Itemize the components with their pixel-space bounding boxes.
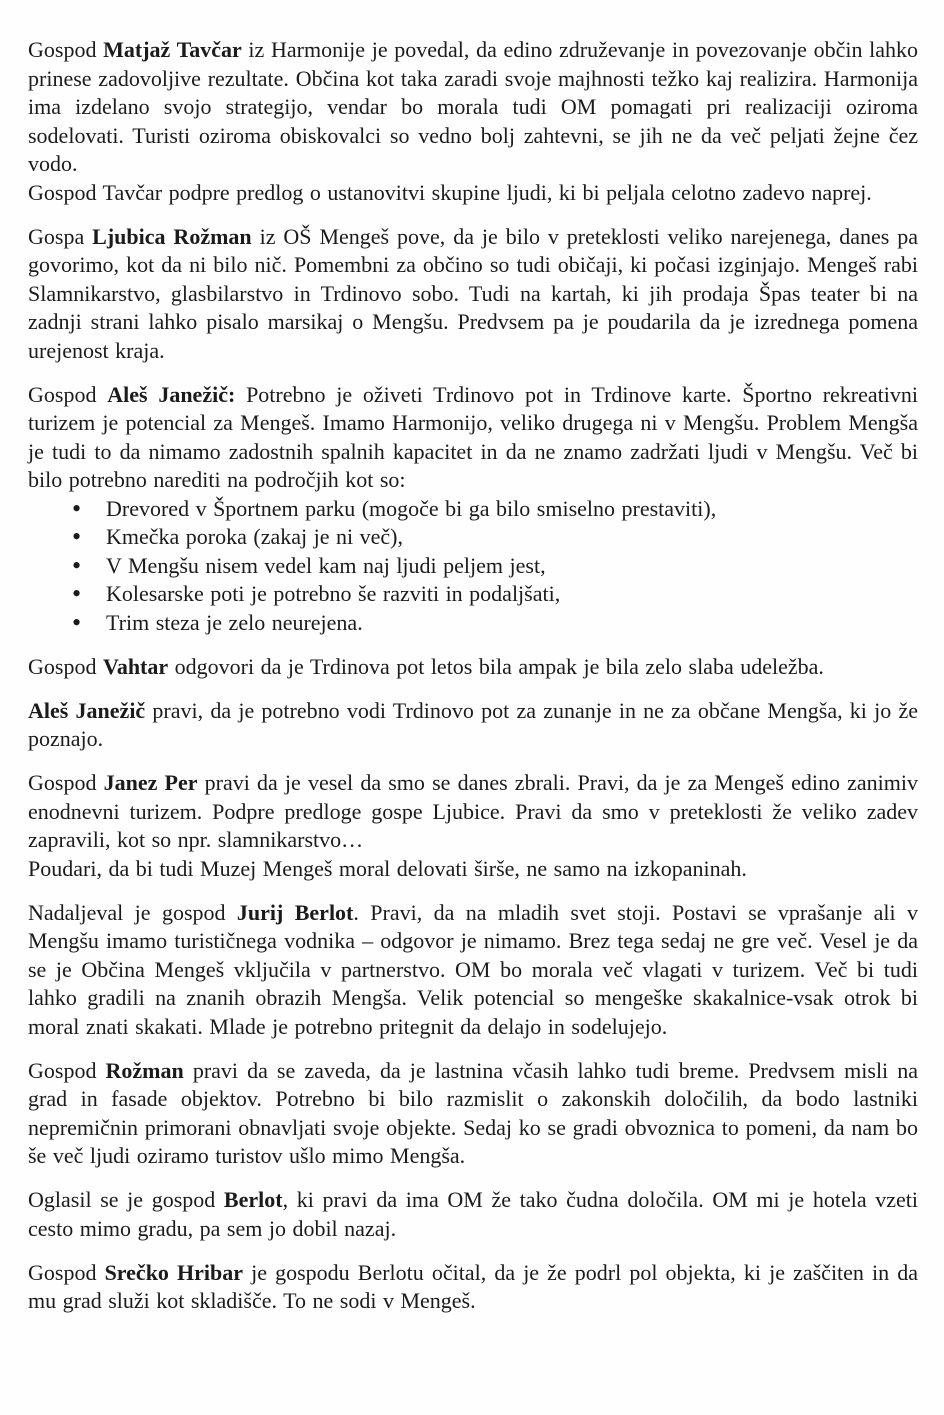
text-run: iz OŠ Mengeš pove, da je bilo v preteklosti veliko narejenega, danes pa govorimo, kot da ni bilo nič. Pomembni za občino so tudi običaji, ki počasi izginjajo. Mengeš rabi Slamnikarstvo, glasbilarstvo in Trdinovo sobo. Tudi na kartah, ki jih prodaja Špas teater bi na zadnji strani lahko pisalo marsikaj o Mengšu. Predvsem pa je poudarila da je izrednega pomena urejenost kraja. [28, 223, 919, 363]
text-run: . Pravi, da na mladih svet stoji. Postavi se vprašanje ali v Mengšu imamo turističnega vodnika – odgovor je nimamo. Brez tega sedaj ne gre več. Vesel je da se je Občina Mengeš vključila v partnerstvo. OM bo morala več vlagati v turizem. Več bi tudi lahko gradili na znanih obrazih Mengša. Velik potencial so mengeške skakalnice-vsak otrok bi moral znati skakati. Mlade je potrebno pritegnit da delajo in sodelujejo. [28, 899, 918, 1039]
bullet-item: • Kolesarske poti je potrebno še razviti in podaljšati, [72, 580, 918, 609]
paragraph-berlot-2 [28, 1186, 918, 1243]
text-run: Gospod Tavčar podpre predlog o ustanovitvi skupine ljudi, ki bi peljala celotno zadevo naprej. [28, 179, 872, 205]
paragraph-poudari [28, 855, 918, 884]
text-run: iz Harmonije je povedal, da edino združevanje in povezovanje občin lahko prinese zadovoljive rezultate. Občina kot taka zaradi svoje majhnosti težko kaj realizira. Harmonija ima izdelano svojo strategijo, vendar bo morala tudi OM pomagati pri realizaciji oziroma sodelovati. Turisti oziroma obiskovalci so vedno bolj zahtevni, se jih ne da več peljati žejne čez vodo. [28, 37, 919, 176]
paragraph-tavcar-podpre [28, 179, 918, 208]
text-run: Gospa [28, 223, 93, 249]
speaker-name: Jurij Berlot [236, 899, 354, 925]
text-run: pravi da se zaveda, da je lastnina včasih lahko tudi breme. Predvsem misli na grad in fasade objektov. Potrebno bi bilo razmislit o zakonskih določilih, da bodo lastniki nepremičnin primorani obnavljati svoje objekte. Sedaj ko se gradi obvoznica to pomeni, da nam bo še več ljudi oziramo turistov ušlo mimo Mengša. [28, 1057, 919, 1168]
bullet-list-areas [28, 495, 918, 638]
speaker-name: Vahtar [102, 653, 169, 679]
speaker-name: Aleš Janežič: [107, 381, 236, 407]
paragraph-ales-janezic [28, 381, 918, 495]
text-run: je gospodu Berlotu očital, da je že podrl pol objekta, ki je zaščiten in da mu grad služi kot skladišče. To ne sodi v Mengeš. [28, 1259, 919, 1313]
text-run: Poudari, da bi tudi Muzej Mengeš moral delovati širše, ne samo na izkopaninah. [28, 855, 747, 881]
speaker-name: Rožman [105, 1057, 184, 1083]
text-run: pravi, da je potrebno vodi Trdinovo pot za zunanje in ne za občane Mengša, ki jo že poznajo. [28, 697, 919, 751]
text-run: Gospod [28, 1057, 106, 1083]
paragraph-tavcar [28, 36, 918, 179]
text-run: Nadaljeval je gospod [28, 899, 237, 925]
speaker-name: Janez Per [103, 770, 198, 795]
text-run: Gospod [28, 653, 103, 679]
speaker-name: Matjaž Tavčar [103, 37, 242, 62]
paragraph-janez-per [28, 769, 918, 855]
text-run: Gospod [28, 381, 108, 407]
speaker-name: Berlot [223, 1187, 283, 1212]
speaker-name: Srečko Hribar [104, 1259, 244, 1285]
paragraph-vahtar [28, 653, 918, 682]
text-run: Oglasil se je gospod [28, 1187, 224, 1212]
bullet-item: • Kmečka poroka (zakaj je ni več), [72, 523, 918, 552]
speaker-name: Ljubica Rožman [92, 223, 252, 249]
speaker-name: Aleš Janežič [28, 697, 146, 723]
text-run: Gospod [28, 770, 104, 795]
bullet-item: • Trim steza je zelo neurejena. [72, 609, 918, 638]
text-run: odgovori da je Trdinova pot letos bila ampak je bila zelo slaba udeležba. [168, 653, 824, 679]
bullet-item: • V Mengšu nisem vedel kam naj ljudi peljem jest, [72, 552, 918, 581]
text-run: , ki pravi da ima OM že tako čudna določila. OM mi je hotela vzeti cesto mimo gradu, pa sem jo dobil nazaj. [28, 1187, 918, 1241]
paragraph-ales-janezic-2 [28, 697, 918, 754]
paragraph-ljubica-rozman [28, 223, 918, 366]
text-run: Potrebno je oživeti Trdinovo pot in Trdinove karte. Športno rekreativni turizem je potencial za Mengeš. Imamo Harmonijo, veliko drugega ni v Mengšu. Problem Mengša je tudi to da nimamo zadostnih spalnih kapacitet in da ne znamo zadržati ljudi v Mengšu. Več bi bilo potrebno narediti na področjih kot so: [28, 381, 918, 492]
document-body [28, 36, 918, 1316]
paragraph-rozman [28, 1057, 918, 1171]
paragraph-jurij-berlot [28, 899, 918, 1042]
text-run: pravi da je vesel da smo se danes zbrali. Pravi, da je za Mengeš edino zanimiv enodnevni turizem. Podpre predloge gospe Ljubice. Pravi da smo v preteklosti že veliko zadev zapravili, kot so npr. slamnikarstvo… [28, 770, 918, 852]
text-run: Gospod [28, 1259, 105, 1285]
text-run: Gospod [28, 37, 104, 62]
bullet-item: • Drevored v Športnem parku (mogoče bi ga bilo smiselno prestaviti), [72, 495, 918, 524]
paragraph-srecko-hribar [28, 1259, 918, 1316]
